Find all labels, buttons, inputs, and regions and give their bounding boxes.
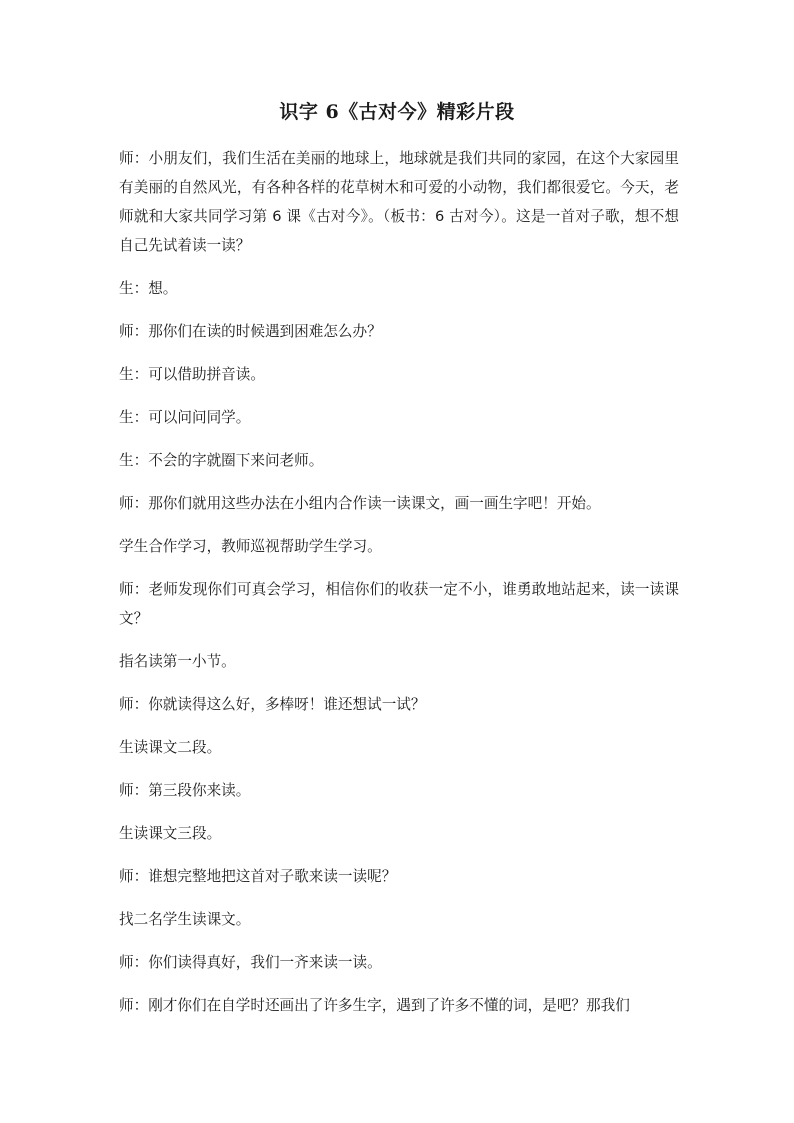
paragraph-read-section-one: 指名读第一小节。 xyxy=(119,653,236,670)
paragraph-teacher-praise: 师：老师发现你们可真会学习，相信你们的收获一定不小，谁勇敢地站起来，读一读课文？ xyxy=(119,581,679,627)
document-title: 识字 6《古对今》精彩片段 xyxy=(279,101,515,123)
paragraph-read-section-two: 生读课文二段。 xyxy=(119,739,222,756)
document-body xyxy=(119,144,679,1034)
paragraph-teacher-read-together: 师：你们读得真好，我们一齐来读一读。 xyxy=(119,954,382,971)
paragraph-student-answer: 生：想。 xyxy=(119,280,178,297)
paragraph-teacher-section-three: 师：第三段你来读。 xyxy=(119,782,251,799)
paragraph-cooperative-learning: 学生合作学习，教师巡视帮助学生学习。 xyxy=(119,538,382,555)
paragraph-read-section-three: 生读课文三段。 xyxy=(119,825,222,842)
paragraph-intro: 师：小朋友们，我们生活在美丽的地球上，地球就是我们共同的家园，在这个大家园里有美丽的自然风光，有各种各样的花草树木和可爱的小动物，我们都很爱它。今天，老师就和大家共同学习第 6 课《古对今》。（板书：6 古对今）。这是一首对子歌，想不想自己先试着读一读？ xyxy=(119,150,679,254)
paragraph-teacher-full-read: 师：谁想完整地把这首对子歌来读一读呢？ xyxy=(119,868,397,885)
paragraph-student-ask-classmate: 生：可以问问同学。 xyxy=(119,409,251,426)
paragraph-teacher-question: 师：那你们在读的时候遇到困难怎么办？ xyxy=(119,323,382,340)
paragraph-teacher-group-read: 师：那你们就用这些办法在小组内合作读一读课文，画一画生字吧！开始。 xyxy=(119,495,601,512)
paragraph-teacher-encourage: 师：你就读得这么好，多棒呀！谁还想试一试？ xyxy=(119,696,426,713)
paragraph-two-students-read: 找二名学生读课文。 xyxy=(119,911,251,928)
paragraph-student-pinyin: 生：可以借助拼音读。 xyxy=(119,366,265,383)
paragraph-student-circle-words: 生：不会的字就圈下来问老师。 xyxy=(119,452,324,469)
paragraph-teacher-new-words: 师：刚才你们在自学时还画出了许多生字，遇到了许多不懂的词，是吧？那我们 xyxy=(119,997,630,1014)
